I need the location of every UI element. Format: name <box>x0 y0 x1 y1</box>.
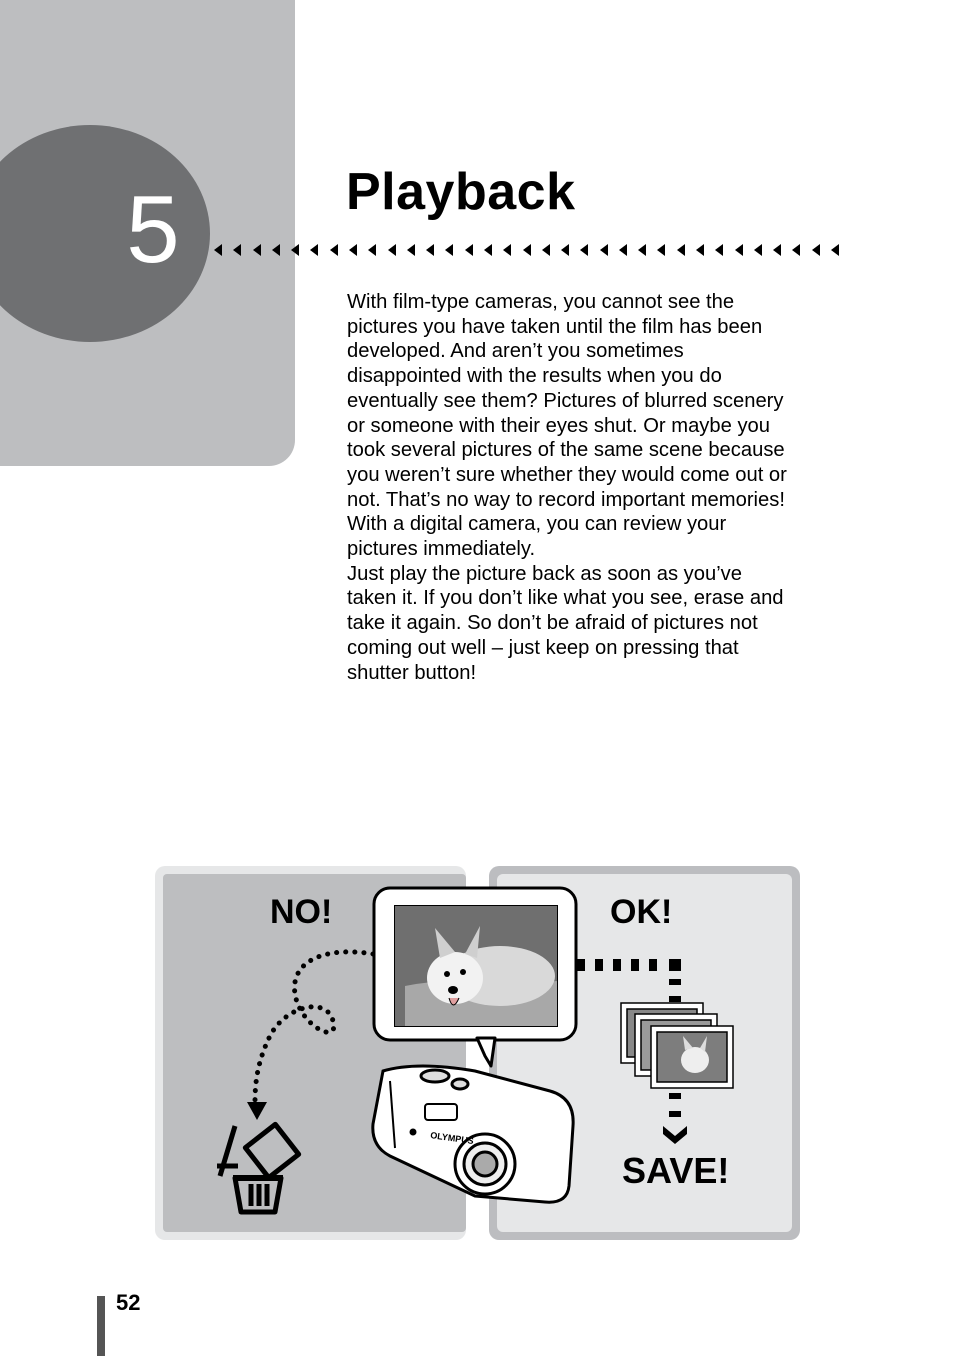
photo-stack-icon <box>621 1003 733 1088</box>
arrow-divider-icon <box>484 244 492 256</box>
arrow-divider-icon <box>812 244 820 256</box>
page-number: 52 <box>116 1290 141 1315</box>
arrow-divider-icon <box>600 244 608 256</box>
arrow-divider-icon <box>426 244 434 256</box>
arrow-divider-icon <box>542 244 550 256</box>
trash-icon <box>217 1124 299 1212</box>
ok-label: OK! <box>610 893 673 931</box>
chapter-number: 5 <box>126 176 180 283</box>
arrow-divider-icon <box>291 244 299 256</box>
lcd-preview-bubble <box>374 888 576 1066</box>
arrow-divider-icon <box>638 244 646 256</box>
intro-text <box>347 290 787 685</box>
arrow-divider-icon <box>773 244 781 256</box>
intro-paragraph-3: Just play the picture back as soon as you’ve taken it. If you don’t like what you see, erase and take it again. So don’t be afraid of pictures not coming out well – just keep on pressing that shutter button! <box>347 562 784 684</box>
dog-photo-icon <box>395 906 557 1026</box>
camera-icon <box>373 1066 573 1202</box>
arrow-divider-icon <box>523 244 531 256</box>
arrow-divider-icon <box>619 244 627 256</box>
arrow-divider-icon <box>715 244 723 256</box>
arrow-divider-icon <box>214 244 222 256</box>
arrow-divider-icon <box>330 244 338 256</box>
arrow-divider-icon <box>388 244 396 256</box>
arrow-divider-icon <box>831 244 839 256</box>
arrow-divider-icon <box>561 244 569 256</box>
no-label: NO! <box>270 893 333 931</box>
arrow-divider-icon <box>445 244 453 256</box>
save-label: SAVE! <box>622 1150 730 1191</box>
arrow-divider-icon <box>754 244 762 256</box>
arrow-divider-icon <box>580 244 588 256</box>
arrow-divider-icon <box>349 244 357 256</box>
arrow-divider-icon <box>407 244 415 256</box>
arrow-divider-icon <box>253 244 261 256</box>
arrow-divider-icon <box>677 244 685 256</box>
arrow-divider-icon <box>657 244 665 256</box>
arrow-divider-icon <box>233 244 241 256</box>
decorative-arrow-divider <box>214 240 839 260</box>
arrow-divider-icon <box>735 244 743 256</box>
arrow-divider-icon <box>503 244 511 256</box>
page-number-bar <box>97 1296 105 1356</box>
arrow-divider-icon <box>696 244 704 256</box>
intro-paragraph-2: With a digital camera, you can review your pictures immediately. <box>347 513 727 561</box>
arrow-divider-icon <box>465 244 473 256</box>
camera-brand-label: OLYMPUS <box>429 1130 475 1147</box>
arrow-divider-icon <box>272 244 280 256</box>
arrow-divider-icon <box>368 244 376 256</box>
arrow-divider-icon <box>310 244 318 256</box>
intro-paragraph-1: With film-type cameras, you cannot see the pictures you have taken until the film has been developed. And aren’t you sometimes disappointed with the results when you do eventually see them? Pictures of blurred scenery or someone with their eyes shut. Or maybe you took several pictures of the same scene because you weren’t sure whether they would come out or not. That’s no way to record important memories! <box>347 291 787 511</box>
page-title: Playback <box>346 163 576 221</box>
arrow-divider-icon <box>792 244 800 256</box>
dotted-discard-path-icon <box>247 952 373 1120</box>
